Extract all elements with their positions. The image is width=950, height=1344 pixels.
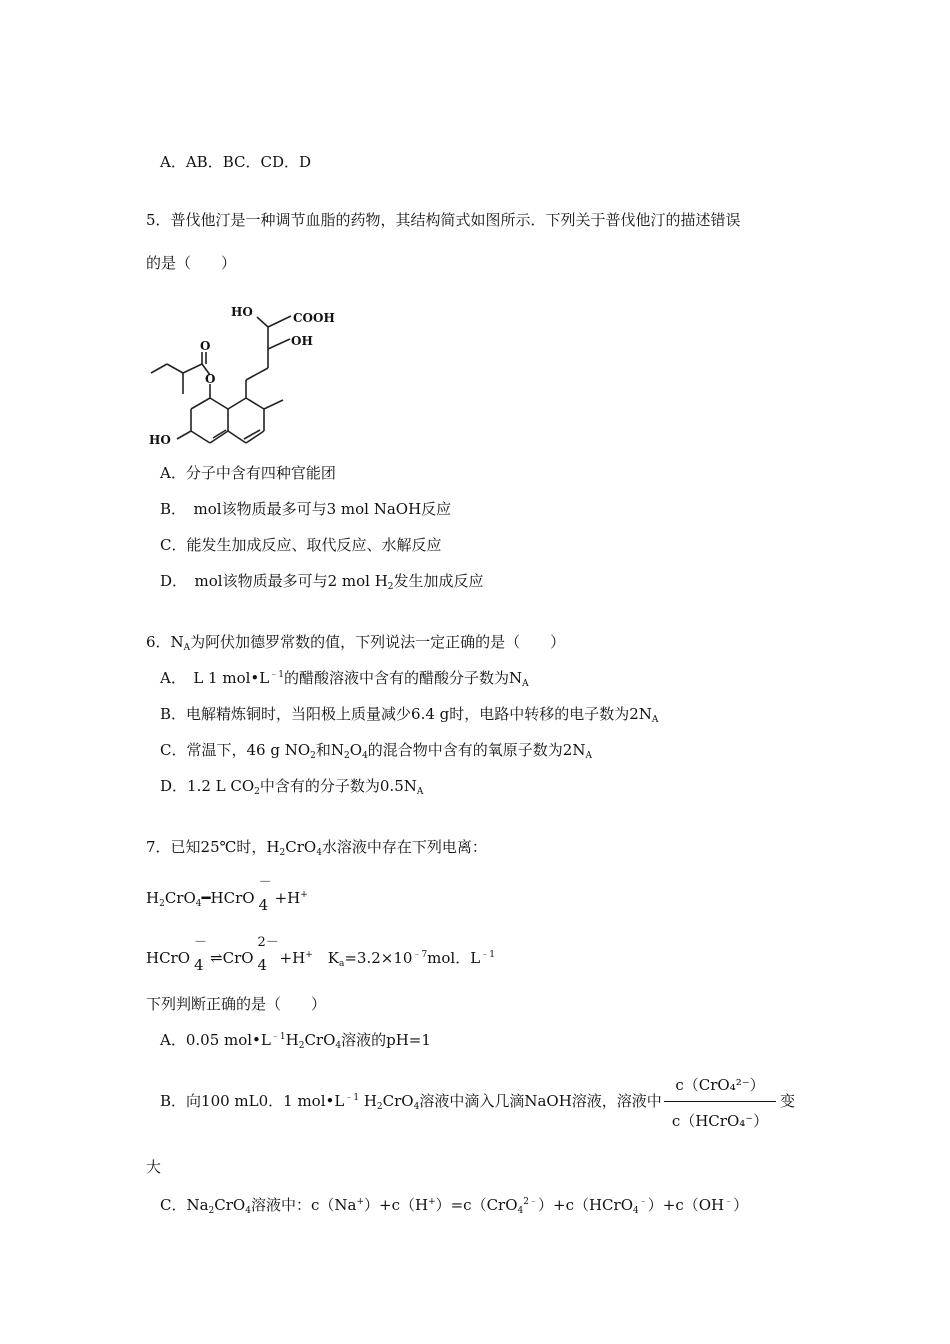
q5-option-d: D． mol该物质最多可与2 mol $H_2$发生加成反应: [160, 572, 484, 592]
q6-option-a: A． L 1 $mol•L^{﹣1}$的醋酸溶液中含有的醋酸分子数为$N_A$: [160, 669, 529, 689]
q7-option-a: A．0.05 $mol•L^{﹣1}H_2CrO_4$溶液的pH=1: [160, 1031, 431, 1051]
q5-option-a: A．分子中含有四种官能团: [160, 464, 336, 482]
fraction-bar: [664, 1101, 776, 1102]
label-ho-top: HO: [231, 305, 253, 319]
q4-options-text: A．AB．BC．CD．D: [160, 153, 311, 171]
q6-option-d: D．1.2 L $CO_2$中含有的分子数为$0.5N_A$: [160, 777, 424, 797]
q6-option-c: C．常温下，46 g $NO_2$和$N_2O_4$的混合物中含有的氧原子数为$2N_A$: [160, 741, 592, 761]
q4-options: [160, 155, 311, 170]
q6-stem: 6．$N_A$为阿伏加德罗常数的值，下列说法一定正确的是（ ）: [146, 633, 566, 653]
label-o-carbonyl: O: [200, 339, 211, 353]
concentration-ratio-fraction: [662, 1066, 778, 1136]
q6-option-b: B．电解精炼铜时，当阳极上质量减少6.4 g时，电路中转移的电子数为$2N_A$: [160, 705, 659, 725]
q7-equation-1: $H_2CrO_4━HCrO$ － 4 +H+: [146, 875, 308, 914]
label-cooh: COOH: [293, 311, 335, 325]
q5-option-c: C．能发生加成反应、取代反应、水解反应: [160, 536, 442, 554]
fraction-denominator: c（HCrO₄⁻）: [671, 1112, 769, 1130]
q5-stem-line1: 5．普伐他汀是一种调节血脂的药物，其结构简式如图所示．下列关于普伐他汀的描述错误: [146, 211, 741, 229]
q5-option-b: B． mol该物质最多可与3 mol NaOH反应: [160, 500, 452, 518]
q5-stem-line2: 的是（ ）: [146, 254, 237, 272]
pravastatin-structure: [145, 298, 340, 453]
q7-equation-2: HCrO － 4 ⇌CrO 2－ 4 +H+ $K_a=3.2\times 10^{﹣7}mol$．$L^{﹣1}$: [146, 935, 495, 974]
label-ho-bottom: HO: [149, 433, 171, 447]
q7-option-b-continued: 大: [146, 1158, 162, 1176]
q7-judge: 下列判断正确的是（ ）: [146, 995, 327, 1013]
q7-option-b-end: 变: [780, 1092, 796, 1110]
label-oh: OH: [291, 334, 313, 348]
q7-option-b: B．向100 mL0．1 $mol•L^{﹣1}$ $H_2CrO_4$溶液中滴入几滴NaOH溶液，溶液中: [160, 1092, 662, 1112]
q7-option-c: C．$Na_2CrO_4$溶液中：c（Na+）+c（H+）=c（CrO$_4^{2﹣}$）+c（HCrO$_4$﹣）+c（OH﹣）: [160, 1196, 749, 1216]
fraction-numerator: c（CrO₄²⁻）: [675, 1076, 765, 1094]
q7-stem: 7．已知25℃时，$H_2CrO_4$水溶液中存在下列电离：: [146, 838, 487, 858]
label-o-ester: O: [205, 372, 216, 386]
